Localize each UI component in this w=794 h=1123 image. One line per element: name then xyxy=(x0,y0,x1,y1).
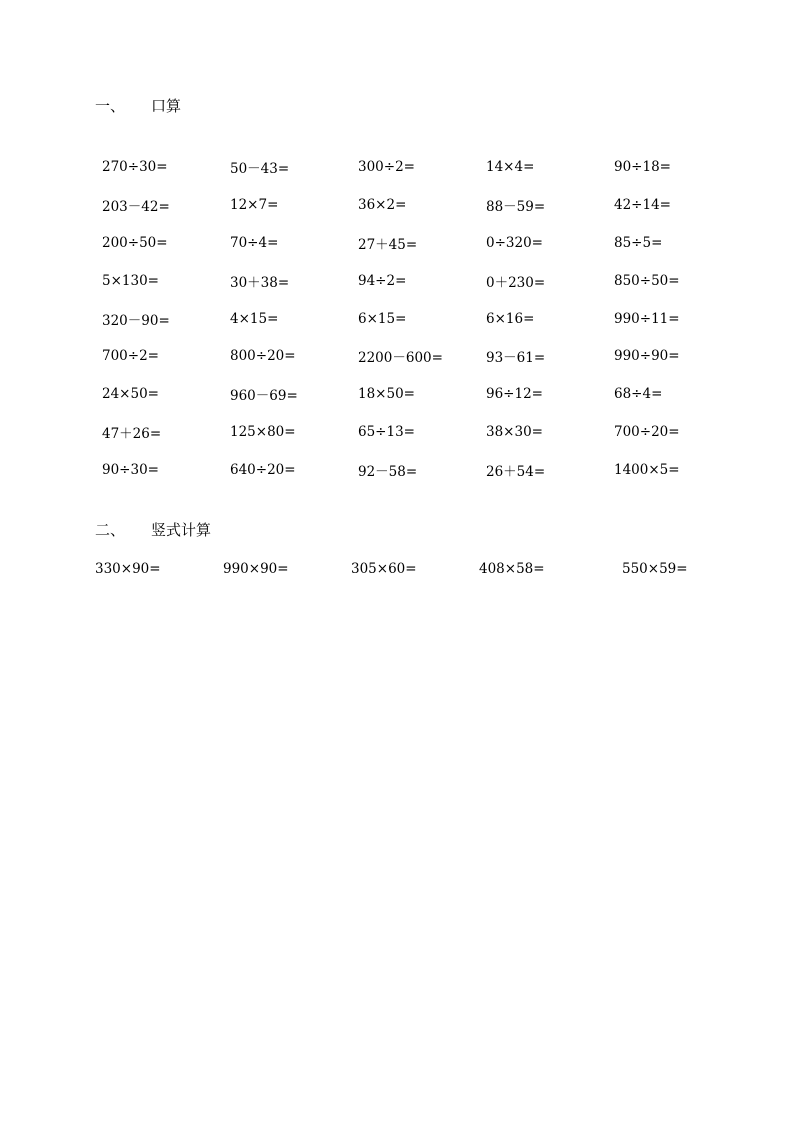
mental-math-problem: 24×50= xyxy=(102,386,159,403)
mental-math-problem: 27＋45= xyxy=(358,236,418,253)
mental-math-problem: 0＋230= xyxy=(486,274,546,291)
mental-math-problem: 50－43= xyxy=(230,160,290,177)
problem-row xyxy=(102,148,742,186)
problem-row xyxy=(102,262,742,300)
section-heading-vertical-calc xyxy=(95,520,211,540)
mental-math-problem: 92－58= xyxy=(358,464,418,481)
mental-math-problem: 2200－600= xyxy=(358,350,443,367)
mental-math-problem: 4×15= xyxy=(230,310,279,327)
mental-math-problem: 38×30= xyxy=(486,424,543,441)
mental-math-problem: 6×15= xyxy=(358,310,407,327)
mental-math-problem: 94÷2= xyxy=(358,272,407,289)
mental-math-problem: 65÷13= xyxy=(358,424,415,441)
mental-math-problem: 36×2= xyxy=(358,196,407,213)
problem-row xyxy=(102,375,742,413)
section-heading-mental-math xyxy=(95,96,181,116)
mental-math-problem: 300÷2= xyxy=(358,158,415,175)
mental-math-problem: 85÷5= xyxy=(614,234,663,251)
mental-math-problem: 1400×5= xyxy=(614,462,680,479)
mental-math-problem: 800÷20= xyxy=(230,348,296,365)
mental-math-problem: 90÷30= xyxy=(102,462,159,479)
mental-math-problem: 6×16= xyxy=(486,310,535,327)
vertical-calc-problem: 305×60= xyxy=(351,561,417,577)
section-title: 竖式计算 xyxy=(151,521,212,539)
mental-math-problem: 18×50= xyxy=(358,386,415,403)
mental-math-problem: 93－61= xyxy=(486,350,546,367)
mental-math-problem: 203－42= xyxy=(102,198,170,215)
problem-row xyxy=(102,300,742,338)
mental-math-problem: 320－90= xyxy=(102,312,170,329)
mental-math-problem: 990÷90= xyxy=(614,348,680,365)
mental-math-problem: 42÷14= xyxy=(614,196,671,213)
mental-math-problem: 26＋54= xyxy=(486,464,546,481)
mental-math-problem: 70÷4= xyxy=(230,234,279,251)
problem-row xyxy=(102,451,742,489)
vertical-calc-problem: 330×90= xyxy=(95,561,161,577)
mental-math-problem: 90÷18= xyxy=(614,158,671,175)
vertical-calc-problem: 990×90= xyxy=(223,561,289,577)
mental-math-problem: 14×4= xyxy=(486,158,535,175)
mental-math-problem: 68÷4= xyxy=(614,386,663,403)
section-number: 二、 xyxy=(95,521,126,539)
mental-math-problem: 640÷20= xyxy=(230,462,296,479)
problem-row xyxy=(102,224,742,262)
mental-math-problem: 12×7= xyxy=(230,196,279,213)
section-title: 口算 xyxy=(151,97,182,115)
mental-math-problem: 200÷50= xyxy=(102,234,168,251)
problem-row xyxy=(102,337,742,375)
mental-math-problem: 30＋38= xyxy=(230,274,290,291)
mental-math-problem: 0÷320= xyxy=(486,234,543,251)
mental-math-problem: 47＋26= xyxy=(102,426,162,443)
mental-math-problem: 270÷30= xyxy=(102,158,168,175)
mental-math-problem: 125×80= xyxy=(230,424,296,441)
section-number: 一、 xyxy=(95,97,126,115)
vertical-calc-row xyxy=(95,561,735,585)
mental-math-problem: 850÷50= xyxy=(614,272,680,289)
mental-math-problem: 700÷20= xyxy=(614,424,680,441)
mental-math-problem: 96÷12= xyxy=(486,386,543,403)
mental-math-problem: 88－59= xyxy=(486,198,546,215)
problem-row xyxy=(102,186,742,224)
mental-math-problem: 990÷11= xyxy=(614,310,680,327)
problem-row xyxy=(102,413,742,451)
vertical-calc-problem: 550×59= xyxy=(622,561,688,577)
mental-math-grid xyxy=(102,148,742,489)
mental-math-problem: 5×130= xyxy=(102,272,159,289)
mental-math-problem: 700÷2= xyxy=(102,348,159,365)
mental-math-problem: 960－69= xyxy=(230,388,298,405)
vertical-calc-problem: 408×58= xyxy=(479,561,545,577)
